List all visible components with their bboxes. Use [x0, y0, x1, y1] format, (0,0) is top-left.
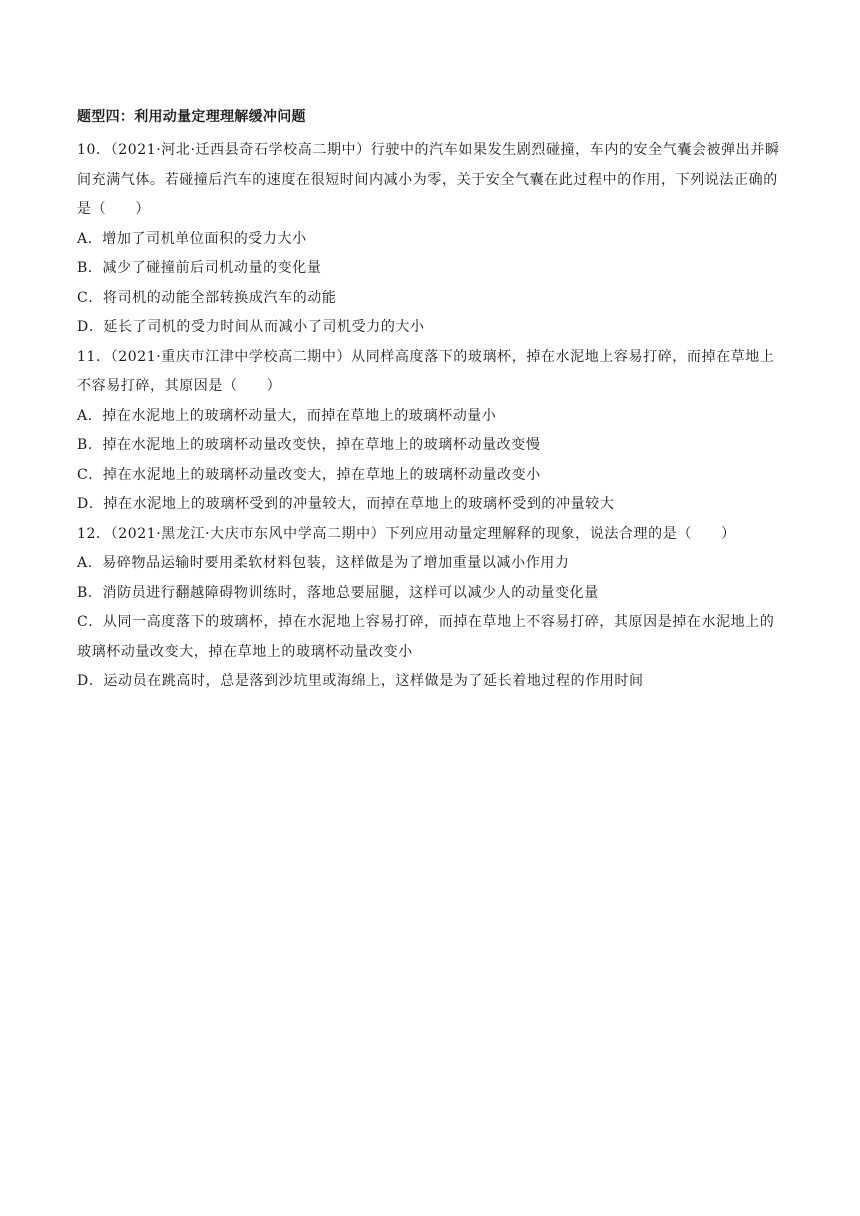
- option-d: D．运动员在跳高时，总是落到沙坑里或海绵上，这样做是为了延长着地过程的作用时间: [77, 673, 644, 689]
- question-stem: 12．（2021·黑龙江·大庆市东风中学高二期中）下列应用动量定理解释的现象，说法合理的是（ ）: [77, 525, 736, 542]
- option-a: A．增加了司机单位面积的受力大小: [77, 230, 307, 247]
- option-b: B．减少了碰撞前后司机动量的变化量: [77, 260, 322, 276]
- option-d: D．掉在水泥地上的玻璃杯受到的冲量较大，而掉在草地上的玻璃杯受到的冲量较大: [77, 496, 615, 512]
- question-12: [77, 520, 787, 697]
- option-a: A．易碎物品运输时要用柔软材料包装，这样做是为了增加重量以减小作用力: [77, 555, 570, 571]
- question-stem: 10．（2021·河北·迁西县奇石学校高二期中）行驶中的汽车如果发生剧烈碰撞，车内的安全气囊会被弹出并瞬间充满气体。若碰撞后汽车的速度在很短时间内减小为零，关于安全气囊在此过程中的作用，下列说法正确的是（ ）: [77, 142, 780, 217]
- section-title: 题型四：利用动量定理理解缓冲问题: [77, 109, 306, 125]
- option-b: B．掉在水泥地上的玻璃杯动量改变快，掉在草地上的玻璃杯动量改变慢: [77, 437, 541, 453]
- option-c: C．将司机的动能全部转换成汽车的动能: [77, 289, 337, 306]
- question-10: [77, 136, 787, 343]
- document-content: [77, 107, 787, 697]
- question-11: [77, 343, 787, 520]
- option-d: D．延长了司机的受力时间从而减小了司机受力的大小: [77, 319, 425, 335]
- option-c: C．掉在水泥地上的玻璃杯动量改变大，掉在草地上的玻璃杯动量改变小: [77, 466, 541, 483]
- option-c: C．从同一高度落下的玻璃杯，掉在水泥地上容易打碎，而掉在草地上不容易打碎，其原因是掉在水泥地上的玻璃杯动量改变大，掉在草地上的玻璃杯动量改变小: [77, 614, 775, 660]
- question-stem: 11．（2021·重庆市江津中学校高二期中）从同样高度落下的玻璃杯，掉在水泥地上容易打碎，而掉在草地上不容易打碎，其原因是（ ）: [77, 348, 775, 394]
- option-a: A．掉在水泥地上的玻璃杯动量大，而掉在草地上的玻璃杯动量小: [77, 407, 497, 424]
- option-b: B．消防员进行翻越障碍物训练时，落地总要屈腿，这样可以减少人的动量变化量: [77, 584, 599, 601]
